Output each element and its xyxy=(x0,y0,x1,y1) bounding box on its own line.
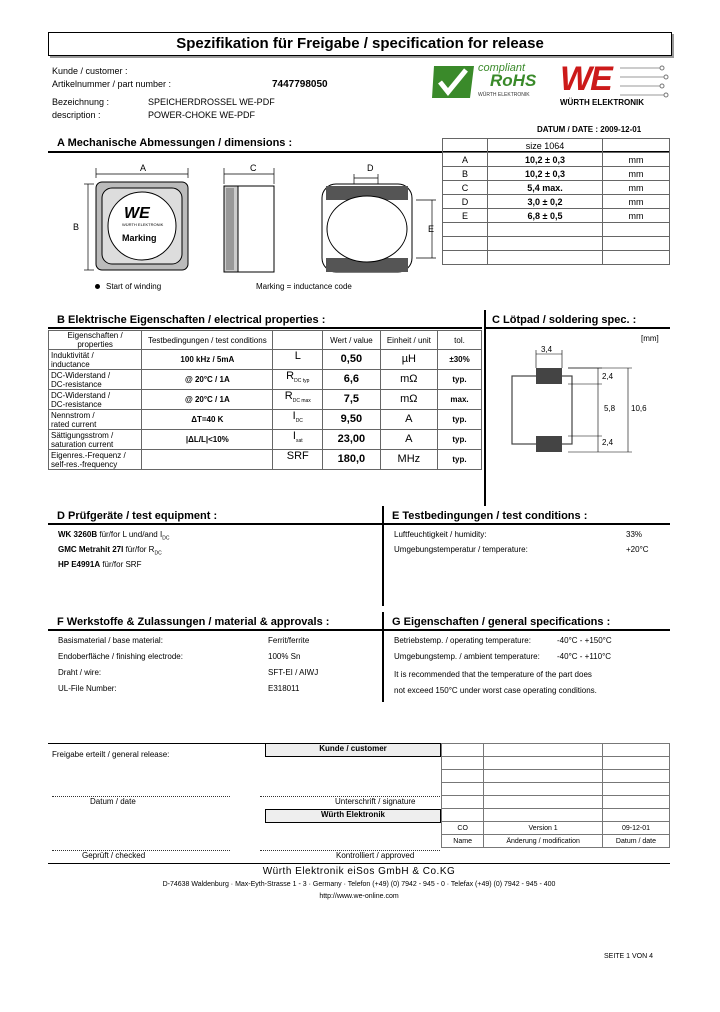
revision-name: Name xyxy=(442,835,484,848)
section-f-heading: F Werkstoffe & Zulassungen / material & approvals : xyxy=(57,616,330,628)
property-name-en: self-res.-frequency xyxy=(51,459,118,469)
property-name: Induktivität / xyxy=(51,350,94,360)
revision-date: 09-12-01 xyxy=(602,822,669,835)
electrical-table xyxy=(48,330,482,470)
spec-value: SFT-EI / AIWJ xyxy=(268,668,319,677)
electrical-row xyxy=(49,430,482,450)
footer-company: Würth Elektronik eiSos GmbH & Co.KG xyxy=(262,866,456,877)
dimension-row xyxy=(443,167,670,181)
section-g-divider xyxy=(384,629,670,631)
section-c-divider xyxy=(486,327,670,329)
dim-value: 6,8 ± 0,5 xyxy=(488,209,603,223)
dimension-row xyxy=(443,153,670,167)
we-lines-icon xyxy=(620,64,670,100)
revision-name: CO xyxy=(442,822,484,835)
section-d-heading: D Prüfgeräte / test equipment : xyxy=(57,510,218,522)
tolerance: typ. xyxy=(438,450,482,470)
electrical-row xyxy=(49,370,482,390)
revision-row xyxy=(442,796,670,809)
symbol-subscript: DC xyxy=(295,418,303,425)
equipment-name: HP E4991A xyxy=(58,560,101,569)
section-c-vdivider xyxy=(484,310,486,506)
section-fg-vdivider xyxy=(382,612,384,702)
page-title: Spezifikation für Freigabe / specification for release xyxy=(48,32,672,56)
electrical-row xyxy=(49,410,482,430)
designation-label: Bezeichnung : xyxy=(52,97,110,107)
pad-top: 2,4 xyxy=(602,372,614,381)
dim-value: 10,2 ± 0,3 xyxy=(488,153,603,167)
unit: mΩ xyxy=(380,370,437,390)
equipment-purpose: für/for L und/and I xyxy=(97,530,163,539)
property-name: DC-Widerstand / xyxy=(51,390,111,400)
temp-note-1: It is recommended that the temperature of the part does xyxy=(394,670,592,679)
customer-box: Kunde / customer xyxy=(265,743,441,757)
pad-unit: [mm] xyxy=(641,334,659,343)
revision-change: Version 1 xyxy=(484,822,603,835)
tolerance: max. xyxy=(438,390,482,410)
spec-value: E318011 xyxy=(268,684,300,693)
spec-value: +20°C xyxy=(626,545,649,554)
equipment-subscript: DC xyxy=(162,535,170,542)
approved-label: Kontrolliert / approved xyxy=(336,851,415,860)
revision-table xyxy=(441,743,670,848)
electrical-row xyxy=(49,350,482,370)
equipment-name: GMC Metrahit 27I xyxy=(58,545,124,554)
dim-value xyxy=(488,237,603,251)
rohs-logo xyxy=(432,62,547,102)
section-g-heading: G Eigenschaften / general specifications : xyxy=(392,616,611,628)
dim-letter xyxy=(443,223,488,237)
value: 180,0 xyxy=(323,450,381,470)
dim-letter: C xyxy=(443,181,488,195)
tolerance: typ. xyxy=(438,410,482,430)
dim-unit xyxy=(603,223,670,237)
equipment-name: WK 3260B xyxy=(58,530,98,539)
marking-text: Marking xyxy=(122,233,157,243)
signature-label: Unterschrift / signature xyxy=(335,797,416,806)
symbol: SRF xyxy=(286,450,309,463)
dim-b-label: B xyxy=(73,222,80,232)
test-condition: @ 20°C / 1A xyxy=(142,370,273,390)
dimension-drawing xyxy=(64,160,444,280)
spec-label: Umgebungstemperatur / temperature: xyxy=(394,545,528,554)
dim-value xyxy=(488,251,603,265)
unit: A xyxy=(380,430,437,450)
dim-unit: mm xyxy=(603,167,670,181)
tolerance: typ. xyxy=(438,430,482,450)
start-winding-dot xyxy=(95,284,100,289)
equipment-subscript: DC xyxy=(154,550,162,557)
tolerance: ±30% xyxy=(438,350,482,370)
dim-unit xyxy=(603,237,670,251)
value: 0,50 xyxy=(323,350,381,370)
revision-row xyxy=(442,783,670,796)
section-de-vdivider xyxy=(382,506,384,606)
test-condition: |ΔL/L|<10% xyxy=(142,430,273,450)
property-name-en: DC-resistance xyxy=(51,399,102,409)
section-b-heading: B Elektrische Eigenschaften / electrical properties : xyxy=(57,314,326,326)
tolerance: typ. xyxy=(438,370,482,390)
checked-label: Geprüft / checked xyxy=(82,851,146,860)
part-number: 7447798050 xyxy=(272,79,328,90)
unit: A xyxy=(380,410,437,430)
we-box: Würth Elektronik xyxy=(265,809,441,823)
dimension-table xyxy=(442,138,670,265)
description-value: POWER-CHOKE WE-PDF xyxy=(148,110,255,120)
marking-legend: Marking = inductance code xyxy=(256,282,352,291)
footer-url[interactable]: http://www.we-online.com xyxy=(319,893,399,900)
value: 23,00 xyxy=(323,430,381,450)
spec-value: 33% xyxy=(626,530,643,539)
section-b-divider xyxy=(48,327,482,329)
unit: mΩ xyxy=(380,390,437,410)
rohs-compliant-text: compliant xyxy=(478,62,526,74)
spec-value: -40°C - +110°C xyxy=(557,652,612,661)
revision-row xyxy=(442,809,670,822)
dimension-row xyxy=(443,181,670,195)
dim-unit: mm xyxy=(603,181,670,195)
revision-date: Datum / date xyxy=(602,835,669,848)
header-tol: tol. xyxy=(438,331,482,350)
dim-letter: B xyxy=(443,167,488,181)
dim-a-label: A xyxy=(140,163,147,173)
customer-label: Kunde / customer : xyxy=(52,66,128,76)
revision-row xyxy=(442,822,670,835)
revision-row xyxy=(442,757,670,770)
rohs-we-text: WÜRTH ELEKTRONIK xyxy=(478,92,530,98)
dim-unit: mm xyxy=(603,153,670,167)
section-a-heading: A Mechanische Abmessungen / dimensions : xyxy=(57,137,293,149)
unit: MHz xyxy=(380,450,437,470)
equipment-purpose: für/for R xyxy=(123,545,155,554)
spec-label: Endoberfläche / finishing electrode: xyxy=(58,652,183,661)
equipment-purpose: für/for SRF xyxy=(100,560,142,569)
section-f-divider xyxy=(48,629,382,631)
property-name-en: inductance xyxy=(51,359,90,369)
symbol-subscript: sat xyxy=(295,438,303,445)
symbol-subscript: DC typ xyxy=(294,378,310,385)
unit: µH xyxy=(380,350,437,370)
property-name-en: DC-resistance xyxy=(51,379,102,389)
property-name: DC-Widerstand / xyxy=(51,370,111,380)
section-e-heading: E Testbedingungen / test conditions : xyxy=(392,510,588,522)
start-winding-legend: Start of winding xyxy=(106,282,162,291)
pad-total: 10,6 xyxy=(631,404,647,413)
revision-change: Änderung / modification xyxy=(484,835,603,848)
dim-d-label: D xyxy=(367,163,374,173)
property-name-en: saturation current xyxy=(51,439,114,449)
spec-label: Luftfeuchtigkeit / humidity: xyxy=(394,530,487,539)
section-c-heading: C Lötpad / soldering spec. : xyxy=(492,314,637,326)
property-name: Nennstrom / xyxy=(51,410,95,420)
pad-bottom: 2,4 xyxy=(602,438,614,447)
spec-value: Ferrit/ferrite xyxy=(268,636,310,645)
release-date: DATUM / DATE : 2009-12-01 xyxy=(537,125,642,134)
symbol: R xyxy=(286,370,295,383)
test-equipment-item xyxy=(58,560,141,574)
date-label: Datum / date xyxy=(90,797,136,806)
dim-letter: D xyxy=(443,195,488,209)
dim-value xyxy=(488,223,603,237)
spec-label: Umgebungstemp. / ambient temperature: xyxy=(394,652,540,661)
property-name: Eigenres.-Frequenz / xyxy=(51,450,126,460)
dim-value: 10,2 ± 0,3 xyxy=(488,167,603,181)
symbol: R xyxy=(284,390,293,403)
spec-label: Basismaterial / base material: xyxy=(58,636,163,645)
spec-label: UL-File Number: xyxy=(58,684,117,693)
footer-line xyxy=(48,863,670,864)
description-label: description : xyxy=(52,110,101,120)
we-logo xyxy=(558,60,670,110)
we-name: WÜRTH ELEKTRONIK xyxy=(560,98,644,107)
dimension-row xyxy=(443,251,670,265)
test-equipment-item xyxy=(58,530,169,544)
part-logo-subtext: WÜRTH ELEKTRONIK xyxy=(122,222,164,227)
test-condition: 100 kHz / 5mA xyxy=(142,350,273,370)
general-release-label: Freigabe erteilt / general release: xyxy=(52,750,170,759)
part-logo-text: WE xyxy=(124,205,150,222)
pad-mid: 5,8 xyxy=(604,404,616,413)
value: 7,5 xyxy=(323,390,381,410)
dim-e-label: E xyxy=(428,224,435,234)
test-equipment-item xyxy=(58,545,162,559)
pad-width: 3,4 xyxy=(541,345,553,354)
value: 6,6 xyxy=(323,370,381,390)
electrical-row xyxy=(49,390,482,410)
spec-value: 100% Sn xyxy=(268,652,301,661)
dim-letter xyxy=(443,237,488,251)
page-number: SEITE 1 VON 4 xyxy=(604,953,654,960)
designation-value: SPEICHERDROSSEL WE-PDF xyxy=(148,97,275,107)
footer-address: D-74638 Waldenburg · Max-Eyth-Strasse 1 - 3 · Germany · Telefon (+49) (0) 7942 - 945 - 0 · Telefax (+49) (0) 7942 - 945 - 400 xyxy=(162,881,556,888)
revision-row xyxy=(442,744,670,757)
header-test-conditions: Testbedingungen / test conditions xyxy=(142,331,273,350)
header-properties: Eigenschaften / properties xyxy=(49,331,142,350)
test-condition xyxy=(142,450,273,470)
test-condition: ΔT=40 K xyxy=(142,410,273,430)
spec-label: Draht / wire: xyxy=(58,668,102,677)
dimension-row xyxy=(443,237,670,251)
symbol: I xyxy=(292,430,296,443)
property-name-en: rated current xyxy=(51,419,97,429)
symbol: L xyxy=(294,350,301,363)
dim-value: 5,4 max. xyxy=(488,181,603,195)
we-mark: WE xyxy=(560,60,611,98)
dim-letter xyxy=(443,251,488,265)
symbol-subscript: DC max xyxy=(292,398,311,405)
dim-unit: mm xyxy=(603,209,670,223)
size-label: size 1064 xyxy=(488,139,603,153)
section-d-divider xyxy=(48,523,382,525)
rohs-text: RoHS xyxy=(490,71,537,90)
dim-value: 3,0 ± 0,2 xyxy=(488,195,603,209)
property-name: Sättigungsstrom / xyxy=(51,430,114,440)
part-number-label: Artikelnummer / part number : xyxy=(52,79,172,89)
dimension-row xyxy=(443,195,670,209)
section-e-divider xyxy=(384,523,670,525)
spec-value: -40°C - +150°C xyxy=(557,636,612,645)
temp-note-2: not exceed 150°C under worst case operating conditions. xyxy=(394,686,597,695)
revision-row xyxy=(442,835,670,848)
electrical-row xyxy=(49,450,482,470)
dim-unit: mm xyxy=(603,195,670,209)
date-line xyxy=(52,796,230,797)
dim-c-label: C xyxy=(250,163,257,173)
dim-unit xyxy=(603,251,670,265)
dimension-row xyxy=(443,223,670,237)
revision-row xyxy=(442,770,670,783)
header-value: Wert / value xyxy=(323,331,381,350)
dimension-row xyxy=(443,209,670,223)
dim-letter: E xyxy=(443,209,488,223)
symbol: I xyxy=(292,410,296,423)
dim-letter: A xyxy=(443,153,488,167)
header-unit: Einheit / unit xyxy=(380,331,437,350)
value: 9,50 xyxy=(323,410,381,430)
test-condition: @ 20°C / 1A xyxy=(142,390,273,410)
spec-label: Betriebstemp. / operating temperature: xyxy=(394,636,531,645)
